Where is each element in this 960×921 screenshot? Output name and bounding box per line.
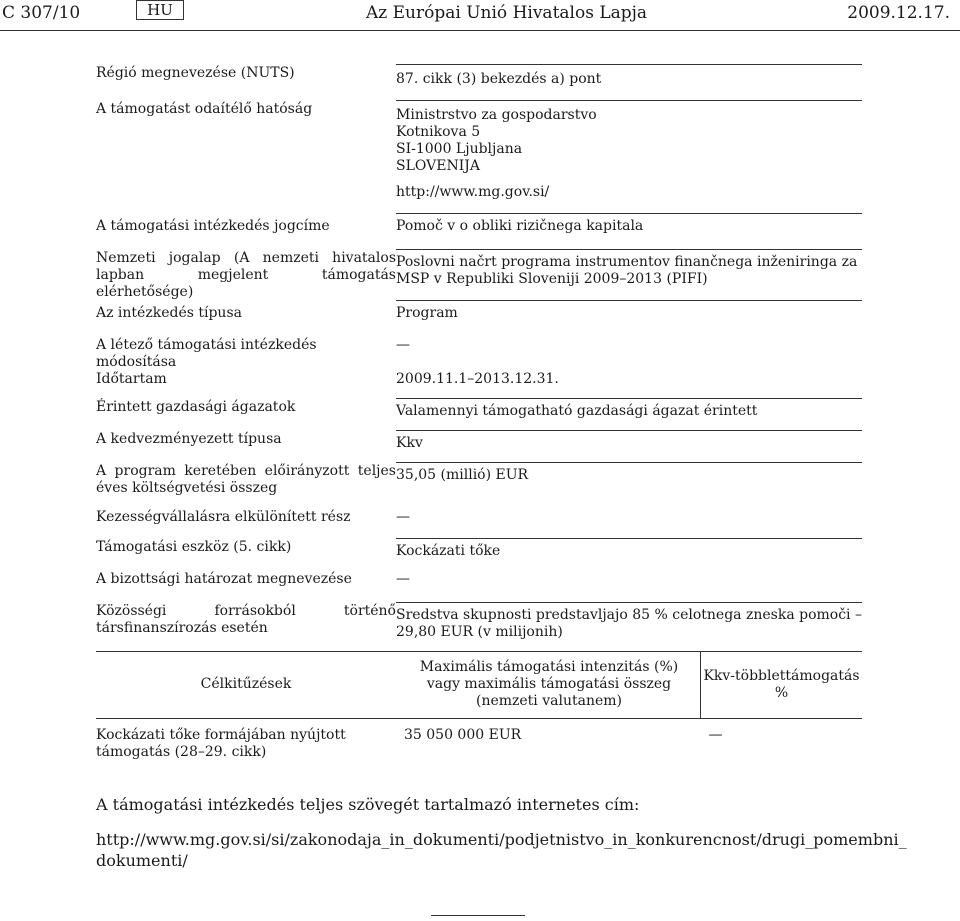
authority-line: SLOVENIJA bbox=[396, 158, 480, 174]
sme-bonus-column-header: Kkv-többlettámogatás % bbox=[701, 651, 863, 718]
journal-title: Az Európai Unió Hivatalos Lapja bbox=[366, 3, 648, 23]
title-value: Pomoč v o obliki rizičnega kapitala bbox=[396, 214, 862, 250]
decision-label: A bizottsági határozat megnevezése bbox=[96, 570, 352, 587]
budget-value: 35,05 (millió) EUR bbox=[396, 463, 862, 509]
modification-label: A létező támogatási intézkedés módosítása bbox=[96, 336, 317, 370]
full-text-url-label: A támogatási intézkedés teljes szövegét tartalmazó internetes cím: bbox=[96, 795, 640, 814]
authority-line: Kotnikova 5 bbox=[396, 124, 481, 140]
duration-label: Időtartam bbox=[96, 370, 167, 387]
end-rule bbox=[431, 915, 525, 916]
legal-basis-label: Nemzeti jogalap (A nemzeti hivatalos lapban megjelent támogatás elérhetősége) bbox=[96, 249, 396, 300]
authority-line: SI-1000 Ljubljana bbox=[396, 141, 523, 157]
aid-scheme-table bbox=[96, 64, 862, 767]
title-label: A támogatási intézkedés jogcíme bbox=[96, 217, 330, 234]
budget-label: A program keretében előirányzott teljes éves költségvetési összeg bbox=[96, 462, 396, 496]
guarantee-label: Kezességvállalásra elkülönített rész bbox=[96, 508, 351, 525]
measure-type-value: Program bbox=[396, 301, 862, 337]
table-row bbox=[96, 571, 862, 603]
language-badge: HU bbox=[136, 0, 184, 20]
table-row bbox=[96, 463, 862, 509]
authority-line: Ministrstvo za gospodarstvo bbox=[396, 107, 597, 123]
measure-type-label: Az intézkedés típusa bbox=[96, 304, 242, 321]
objectives-header-row bbox=[96, 651, 862, 718]
objective-max-value: 35 050 000 EUR bbox=[404, 726, 522, 743]
table-row bbox=[96, 101, 862, 214]
guarantee-value: — bbox=[396, 508, 410, 525]
authority-value bbox=[396, 101, 862, 214]
table-row bbox=[96, 337, 862, 371]
objectives-row bbox=[96, 718, 862, 767]
region-label: Régió megnevezése (NUTS) bbox=[96, 64, 295, 81]
authority-label: A támogatást odaítélő hatóság bbox=[96, 100, 313, 117]
page-header bbox=[0, 0, 960, 31]
authority-url-link[interactable]: http://www.mg.gov.si/ bbox=[396, 184, 550, 200]
cofinancing-value: Sredstva skupnosti predstavljajo 85 % celotnega zneska pomoči – 29,80 EUR (v milijonih) bbox=[396, 603, 862, 652]
table-row bbox=[96, 539, 862, 571]
instrument-value: Kockázati tőke bbox=[396, 539, 862, 571]
region-value: 87. cikk (3) bekezdés a) pont bbox=[396, 65, 862, 101]
objective-sme-value: — bbox=[708, 726, 723, 743]
beneficiary-value: Kkv bbox=[396, 431, 862, 463]
table-row bbox=[96, 371, 862, 399]
table-row bbox=[96, 509, 862, 539]
table-row bbox=[96, 65, 862, 101]
max-intensity-column-header: Maximális támogatási intenzitás (%) vagy maximális támogatási összeg (nemzeti valutanem) bbox=[398, 651, 701, 718]
objective-row-label: Kockázati tőke formájában nyújtott támogatás (28–29. cikk) bbox=[96, 726, 346, 760]
sectors-label: Érintett gazdasági ágazatok bbox=[96, 398, 296, 415]
table-row bbox=[96, 250, 862, 301]
sectors-value: Valamennyi támogatható gazdasági ágazat érintett bbox=[396, 399, 862, 431]
instrument-label: Támogatási eszköz (5. cikk) bbox=[96, 538, 292, 555]
decision-value: — bbox=[396, 570, 410, 587]
duration-value: 2009.11.1–2013.12.31. bbox=[396, 370, 559, 387]
table-row bbox=[96, 399, 862, 431]
beneficiary-label: A kedvezményezett típusa bbox=[96, 430, 282, 447]
full-text-url-link[interactable]: http://www.mg.gov.si/si/zakonodaja_in_dokumenti/podjetnistvo_in_konkurencnost/drugi_pomembni_ dokumenti/ bbox=[96, 830, 907, 870]
table-row bbox=[96, 603, 862, 652]
objectives-label: Célkitűzések bbox=[96, 651, 396, 718]
publication-date: 2009.12.17. bbox=[847, 3, 950, 23]
table-row bbox=[96, 214, 862, 250]
cofinancing-label: Közösségi forrásokból történő társfinanszírozás esetén bbox=[96, 602, 396, 636]
table-row bbox=[96, 431, 862, 463]
modification-value: — bbox=[396, 336, 410, 353]
table-row bbox=[96, 301, 862, 337]
legal-basis-value: Poslovni načrt programa instrumentov finančnega inženiringa za MSP v Republiki Sloveniji 2009–2013 (PIFI) bbox=[396, 250, 862, 301]
page-reference: C 307/10 bbox=[2, 3, 81, 23]
